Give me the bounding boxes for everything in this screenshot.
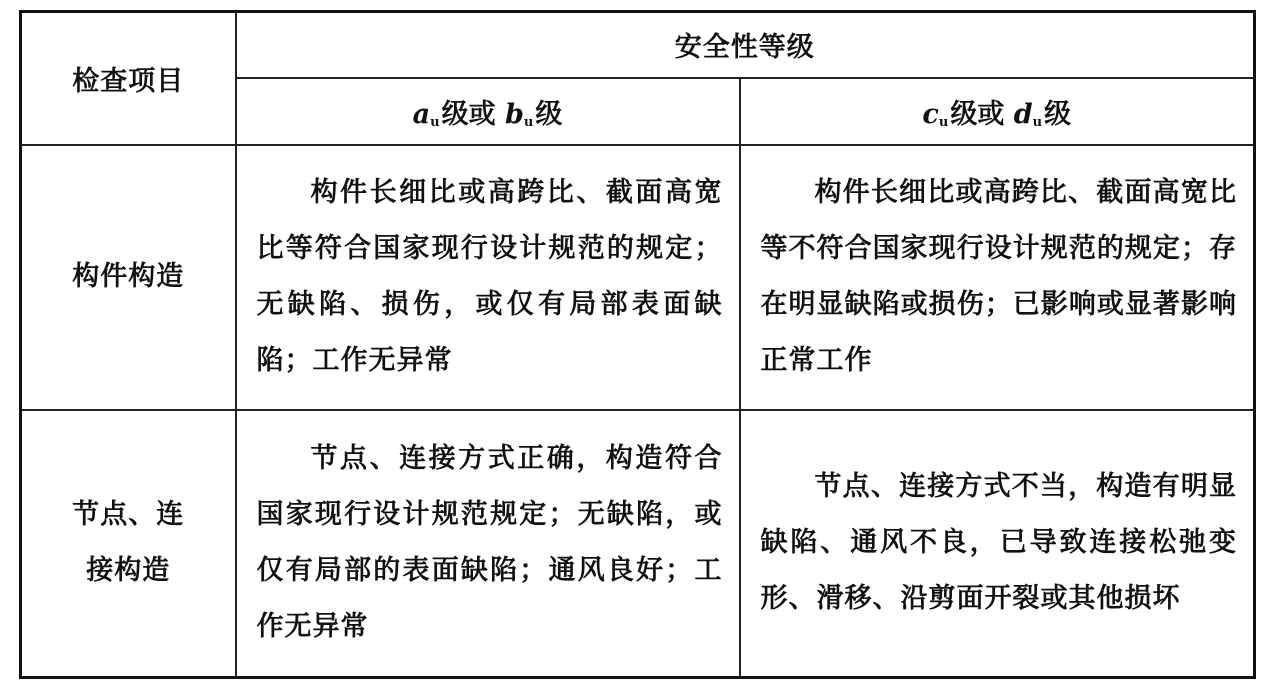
grade-cd-description: 节点、连接方式不当，构造有明显缺陷、通风不良，已导致连接松弛变形、滑移、沿剪面开裂或其他损坏 [740,410,1255,678]
grade-ab-suffix: 级 [535,98,563,130]
grade-c-symbol: c [922,98,939,130]
grade-b-symbol: b [505,98,524,130]
grade-cd-description: 构件长细比或高跨比、截面高宽比等不符合国家现行设计规范的规定；存在明显缺陷或损伤；已影响或显著影响正常工作 [740,145,1255,410]
grade-ab-header [236,78,740,145]
header-row [21,12,1255,78]
grade-a-subscript: u [430,114,440,130]
safety-grade-table [19,10,1256,679]
grade-b-subscript: u [523,114,534,130]
grade-d-subscript: u [1032,114,1043,130]
table-row [21,145,1255,410]
safety-grade-header: 安全性等级 [236,12,1255,78]
table-row [21,410,1255,678]
row-item-label: 构件构造 [21,145,236,410]
grade-ab-description: 构件长细比或高跨比、截面高宽比等符合国家现行设计规范的规定；无缺陷、损伤，或仅有局部表面缺陷；工作无异常 [236,145,740,410]
inspection-item-header: 检查项目 [21,12,236,145]
grade-c-subscript: u [938,114,949,130]
grade-d-symbol: d [1013,98,1033,130]
row-item-label: 节点、连接构造 [21,410,236,678]
grade-ab-description: 节点、连接方式正确，构造符合国家现行设计规范规定；无缺陷，或仅有局部的表面缺陷；通风良好；工作无异常 [236,410,740,678]
grade-cd-connector: 级或 [950,98,1005,130]
grade-cd-suffix: 级 [1044,98,1072,130]
grade-cd-header [740,78,1255,145]
grade-a-symbol: a [412,98,431,130]
grade-ab-connector: 级或 [441,98,496,130]
